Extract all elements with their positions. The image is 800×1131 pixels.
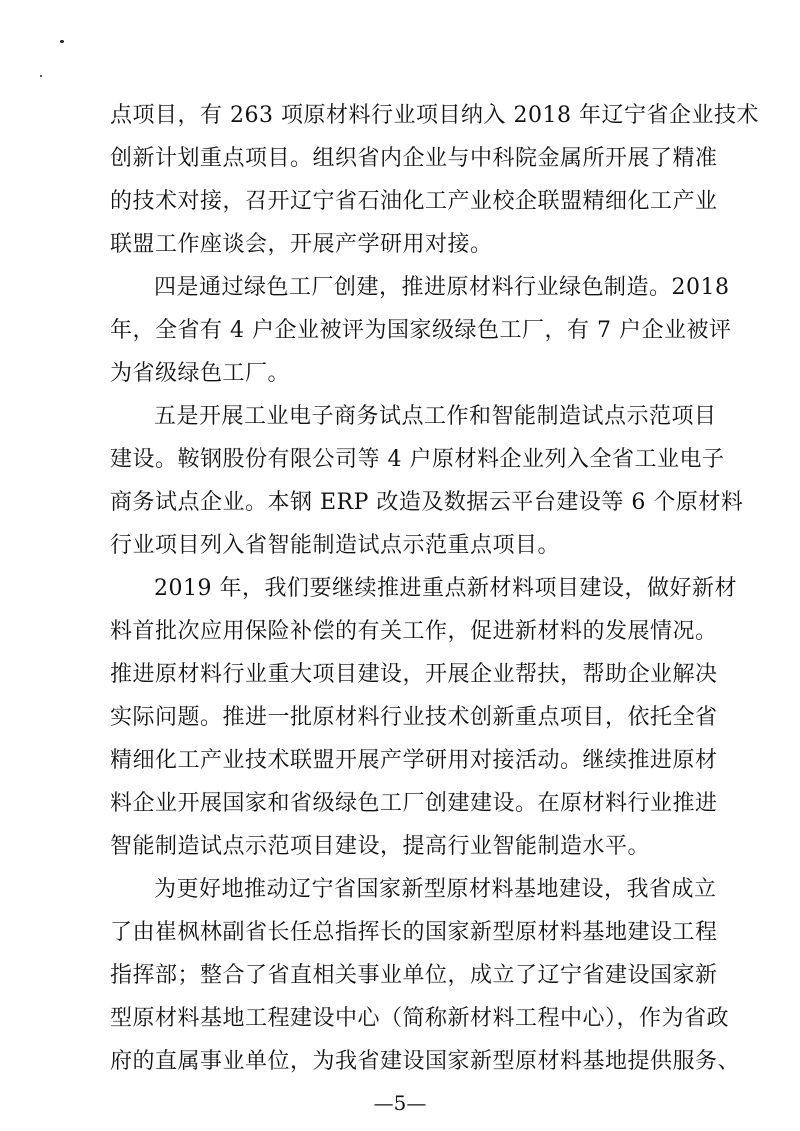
text-line: 型原材料基地工程建设中心（简称新材料工程中心），作为省政 (110, 1006, 730, 1031)
text-line: 推进原材料行业重大项目建设，开展企业帮扶，帮助企业解决 (110, 662, 718, 687)
text-line: 的技术对接，召开辽宁省石油化工产业校企联盟精细化工产业 (110, 189, 718, 214)
text-line: 2019 年，我们要继续推进重点新材料项目建设，做好新材 (154, 576, 737, 601)
text-line: 指挥部；整合了省直相关事业单位，成立了辽宁省建设国家新 (110, 963, 718, 988)
text-line: 联盟工作座谈会，开展产学研用对接。 (110, 232, 493, 257)
text-line: 智能制造试点示范项目建设，提高行业智能制造水平。 (110, 834, 651, 859)
text-line: 点项目，有 263 项原材料行业项目纳入 2018 年辽宁省企业技术 (110, 103, 759, 128)
page-number: —5— (373, 1091, 427, 1115)
text-line: 精细化工产业技术联盟开展产学研用对接活动。继续推进原材 (110, 748, 718, 773)
text-line: 为更好地推动辽宁省国家新型原材料基地建设，我省成立 (154, 877, 717, 902)
text-line: 建设。鞍钢股份有限公司等 4 户原材料企业列入全省工业电子 (110, 447, 725, 472)
text-line: 料首批次应用保险补偿的有关工作，促进新材料的发展情况。 (110, 619, 718, 644)
text-line: 五是开展工业电子商务试点工作和智能制造试点示范项目 (154, 404, 717, 429)
text-line: 行业项目列入省智能制造试点示范重点项目。 (110, 533, 561, 558)
text-line: 四是通过绿色工厂创建，推进原材料行业绿色制造。2018 (154, 275, 730, 300)
text-line: 商务试点企业。本钢 ERP 改造及数据云平台建设等 6 个原材料 (110, 490, 744, 515)
scan-speck (60, 40, 64, 43)
text-line: 了由崔枫林副省长任总指挥长的国家新型原材料基地建设工程 (110, 920, 718, 945)
text-line: 府的直属事业单位，为我省建设国家新型原材料基地提供服务、 (110, 1049, 741, 1074)
text-line: 年，全省有 4 户企业被评为国家级绿色工厂，有 7 户企业被评 (110, 318, 732, 343)
text-line: 实际问题。推进一批原材料行业技术创新重点项目，依托全省 (110, 705, 718, 730)
scan-speck (40, 75, 42, 77)
text-line: 创新计划重点项目。组织省内企业与中科院金属所开展了精准 (110, 146, 718, 171)
text-line: 为省级绿色工厂。 (110, 361, 291, 386)
text-line: 料企业开展国家和省级绿色工厂创建建设。在原材料行业推进 (110, 791, 718, 816)
